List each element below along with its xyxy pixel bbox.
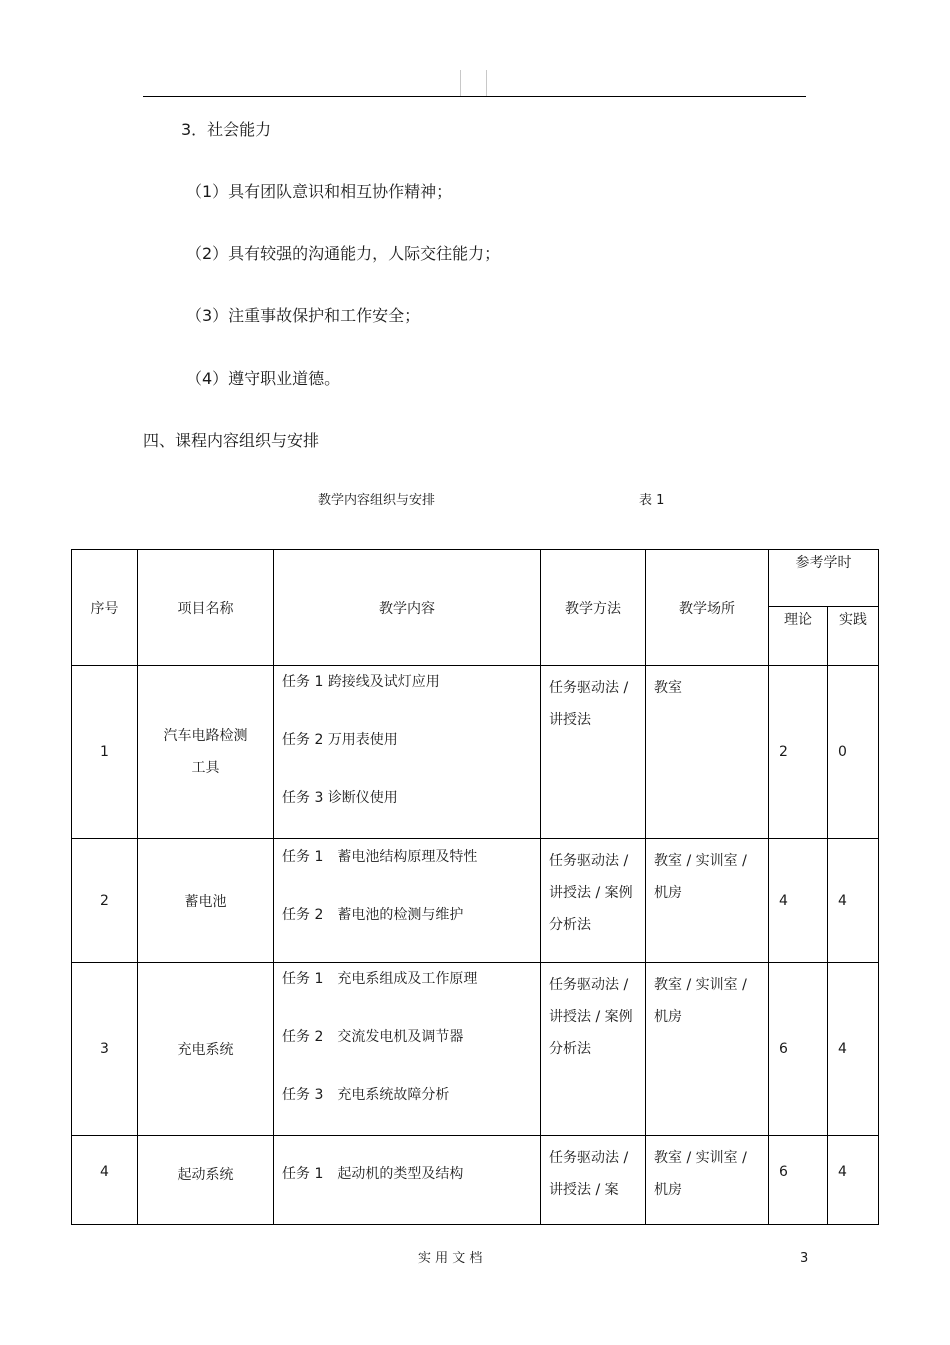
row-place: 教室 / 实训室 / 机房: [646, 1136, 769, 1225]
header-name: 项目名称: [138, 550, 274, 666]
task-item: [282, 1164, 540, 1184]
row-tasks: [274, 963, 541, 1136]
task-text: 充电系组成及工作原理: [337, 971, 478, 987]
header-no: 序号: [72, 550, 138, 666]
row-name-text: 汽车电路检测工具: [163, 728, 248, 776]
row-theory: 6: [769, 1136, 828, 1225]
task-item: [282, 1085, 540, 1105]
task-item: [282, 1027, 540, 1047]
row-practice: 4: [828, 1136, 879, 1225]
footer-text: 实 用 文 档: [418, 1251, 483, 1266]
teaching-plan-table: [71, 549, 879, 1225]
row-method: 任务驱动法 / 讲授法 / 案例分析法: [541, 963, 646, 1136]
row-method: 任务驱动法 / 讲授法 / 案例分析法: [541, 839, 646, 963]
header-practice: 实践: [828, 607, 879, 666]
task-item: [282, 905, 540, 925]
header-rule: [143, 96, 806, 97]
row-practice: 4: [828, 963, 879, 1136]
table-row: [72, 1136, 879, 1225]
ability-item-2: （2）具有较强的沟通能力，人际交往能力；: [186, 244, 501, 263]
task-item: [282, 672, 540, 692]
task-label: 任务 2: [282, 907, 324, 923]
row-name: 起动系统: [138, 1136, 274, 1225]
page-number: 3: [800, 1251, 809, 1266]
task-label: 任务 1: [282, 674, 324, 690]
task-text: 交流发电机及调节器: [337, 1029, 464, 1045]
task-text: 诊断仪使用: [327, 790, 398, 806]
row-theory: 2: [769, 666, 828, 839]
task-label: 任务 2: [282, 732, 324, 748]
task-text: 蓄电池的检测与维护: [337, 907, 464, 923]
header-hours: 参考学时: [769, 550, 879, 607]
row-tasks: [274, 1136, 541, 1225]
task-item: [282, 730, 540, 750]
task-item: [282, 788, 540, 808]
task-label: 任务 1: [282, 849, 324, 865]
header-mark-right: [486, 70, 487, 96]
row-place: 教室 / 实训室 / 机房: [646, 963, 769, 1136]
task-text: 蓄电池结构原理及特性: [337, 849, 478, 865]
table-row: [72, 666, 879, 839]
row-name: 蓄电池: [138, 839, 274, 963]
row-place: 教室: [646, 666, 769, 839]
ability-item-3: （3）注重事故保护和工作安全；: [186, 306, 421, 325]
table-caption-title: 教学内容组织与安排: [318, 493, 436, 508]
header-content: 教学内容: [274, 550, 541, 666]
row-no: 3: [72, 963, 138, 1136]
task-label: 任务 2: [282, 1029, 324, 1045]
task-item: [282, 969, 540, 989]
task-label: 任务 3: [282, 1087, 324, 1103]
task-label: 任务 3: [282, 790, 324, 806]
row-no: 4: [72, 1136, 138, 1225]
table-row: [72, 963, 879, 1136]
row-name: 充电系统: [138, 963, 274, 1136]
header-theory: 理论: [769, 607, 828, 666]
row-practice: 0: [828, 666, 879, 839]
row-theory: 4: [769, 839, 828, 963]
task-label: 任务 1: [282, 971, 324, 987]
row-method: 任务驱动法 / 讲授法 / 案: [541, 1136, 646, 1225]
task-item: [282, 847, 540, 867]
row-name: [138, 666, 274, 839]
header-mark-left: [460, 70, 461, 96]
ability-item-1: （1）具有团队意识和相互协作精神；: [186, 182, 453, 201]
row-method: 任务驱动法 / 讲授法: [541, 666, 646, 839]
row-place: 教室 / 实训室 / 机房: [646, 839, 769, 963]
task-text: 跨接线及试灯应用: [327, 674, 440, 690]
table-row: [72, 839, 879, 963]
row-tasks: [274, 839, 541, 963]
row-theory: 6: [769, 963, 828, 1136]
header-place: 教学场所: [646, 550, 769, 666]
row-practice: 4: [828, 839, 879, 963]
section-title: 3．社会能力: [181, 120, 272, 139]
table-caption-label: 表 1: [639, 493, 665, 508]
row-tasks: [274, 666, 541, 839]
task-text: 充电系统故障分析: [337, 1087, 450, 1103]
task-label: 任务 1: [282, 1166, 324, 1182]
header-method: 教学方法: [541, 550, 646, 666]
chapter-heading: 四、课程内容组织与安排: [143, 431, 320, 450]
task-text: 万用表使用: [327, 732, 398, 748]
row-no: 2: [72, 839, 138, 963]
task-text: 起动机的类型及结构: [337, 1166, 464, 1182]
row-no: 1: [72, 666, 138, 839]
ability-item-4: （4）遵守职业道德。: [186, 369, 341, 388]
